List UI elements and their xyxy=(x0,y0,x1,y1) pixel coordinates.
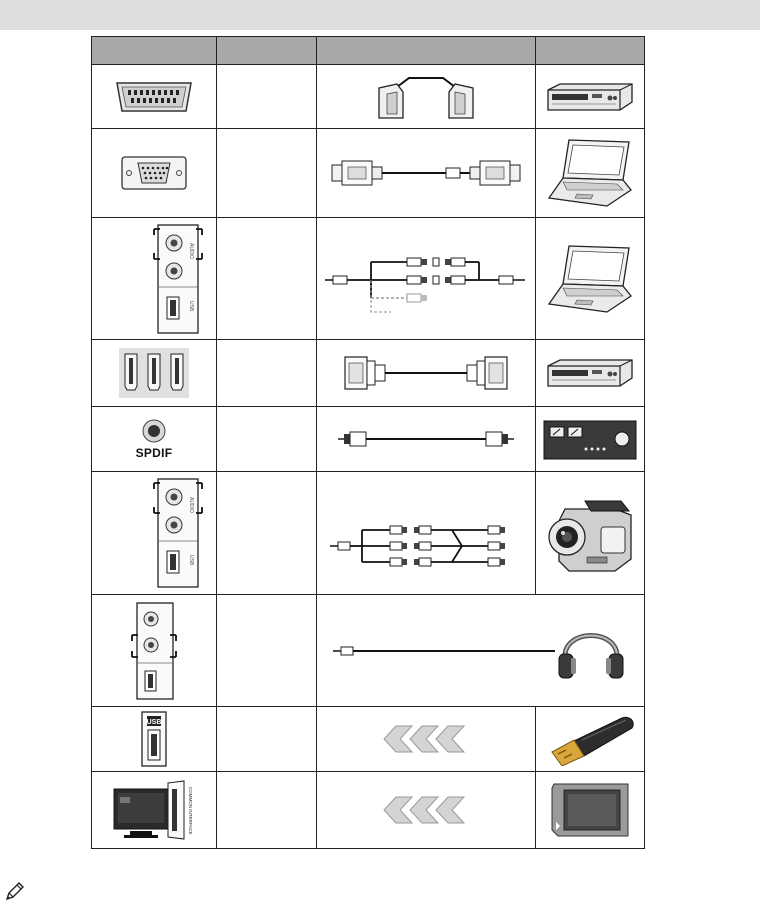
column-header-device xyxy=(536,37,645,65)
svg-text:AUDIO: AUDIO xyxy=(188,242,194,259)
cable-cell xyxy=(317,772,536,849)
side-av-panel-icon xyxy=(129,601,179,701)
svg-text:USB: USB xyxy=(188,555,194,566)
tv-rear-ci-slot-icon xyxy=(106,779,202,841)
vga-port-icon xyxy=(120,155,188,191)
connector-cell xyxy=(92,707,217,772)
header-bar xyxy=(0,0,760,30)
coaxial-cable-icon xyxy=(336,429,516,449)
insert-arrows-icon xyxy=(382,795,470,825)
type-cell xyxy=(217,65,317,129)
scart-port-icon xyxy=(114,80,194,114)
audio-amplifier-icon xyxy=(542,417,638,461)
camcorder-icon xyxy=(545,491,635,575)
type-cell xyxy=(217,595,317,707)
type-cell xyxy=(217,218,317,340)
vga-cable-icon xyxy=(328,156,524,190)
connector-cell xyxy=(92,129,217,218)
cable-cell xyxy=(317,340,536,407)
connector-cell xyxy=(92,407,217,472)
audio-rca-cable-icon xyxy=(321,256,531,316)
av-rca-cable-icon xyxy=(328,522,524,570)
table-row xyxy=(92,707,645,772)
device-cell xyxy=(536,340,645,407)
cable-cell xyxy=(317,472,536,595)
laptop-icon xyxy=(547,136,633,210)
cable-cell xyxy=(317,218,536,340)
usb-port-icon xyxy=(140,710,168,768)
table-row xyxy=(92,65,645,129)
cable-cell xyxy=(317,65,536,129)
column-header-cables xyxy=(317,37,536,65)
headphone-cable-icon xyxy=(331,643,555,659)
insert-arrows-icon xyxy=(382,724,470,754)
ci-module-icon xyxy=(548,780,632,840)
side-av-panel-icon xyxy=(152,223,208,335)
table-row xyxy=(92,407,645,472)
pencil-note-icon xyxy=(4,880,26,902)
table-row xyxy=(92,129,645,218)
type-cell xyxy=(217,707,317,772)
dvd-recorder-icon xyxy=(544,82,636,112)
spdif-label: SPDIF xyxy=(135,446,173,460)
device-cell xyxy=(536,65,645,129)
connector-cell xyxy=(92,472,217,595)
hdmi-ports-icon xyxy=(119,348,189,398)
device-cell xyxy=(536,407,645,472)
connector-cell xyxy=(92,772,217,849)
device-cell xyxy=(536,472,645,595)
table-row xyxy=(92,772,645,849)
type-cell xyxy=(217,472,317,595)
connector-cell xyxy=(92,218,217,340)
device-cell xyxy=(536,218,645,340)
connections-table xyxy=(91,36,645,849)
table-row xyxy=(92,340,645,407)
connector-cell xyxy=(92,340,217,407)
column-header-type xyxy=(217,37,317,65)
usb-label: USB xyxy=(146,719,162,726)
svg-text:AUDIO: AUDIO xyxy=(188,497,194,513)
usb-stick-icon xyxy=(542,712,638,766)
type-cell xyxy=(217,129,317,218)
device-cell xyxy=(536,772,645,849)
hdmi-cable-icon xyxy=(341,353,511,393)
cable-cell xyxy=(317,595,645,707)
connector-cell xyxy=(92,65,217,129)
table-header-row xyxy=(92,37,645,65)
table-row xyxy=(92,218,645,340)
table-row xyxy=(92,595,645,707)
connector-cell xyxy=(92,595,217,707)
column-header-connector xyxy=(92,37,217,65)
dvd-recorder-icon xyxy=(544,358,636,388)
device-cell xyxy=(536,129,645,218)
side-av-panel-icon xyxy=(152,477,208,589)
table-row xyxy=(92,472,645,595)
cable-cell xyxy=(317,129,536,218)
common-interface-label: COMMON INTERFACE xyxy=(188,787,193,835)
type-cell xyxy=(217,407,317,472)
type-cell xyxy=(217,340,317,407)
device-cell xyxy=(536,707,645,772)
type-cell xyxy=(217,772,317,849)
headphones-icon xyxy=(555,618,627,684)
scart-cable-icon xyxy=(371,72,481,122)
laptop-icon xyxy=(547,242,633,316)
spdif-port-icon xyxy=(141,418,167,444)
cable-cell xyxy=(317,707,536,772)
cable-cell xyxy=(317,407,536,472)
svg-text:USB: USB xyxy=(188,300,194,311)
